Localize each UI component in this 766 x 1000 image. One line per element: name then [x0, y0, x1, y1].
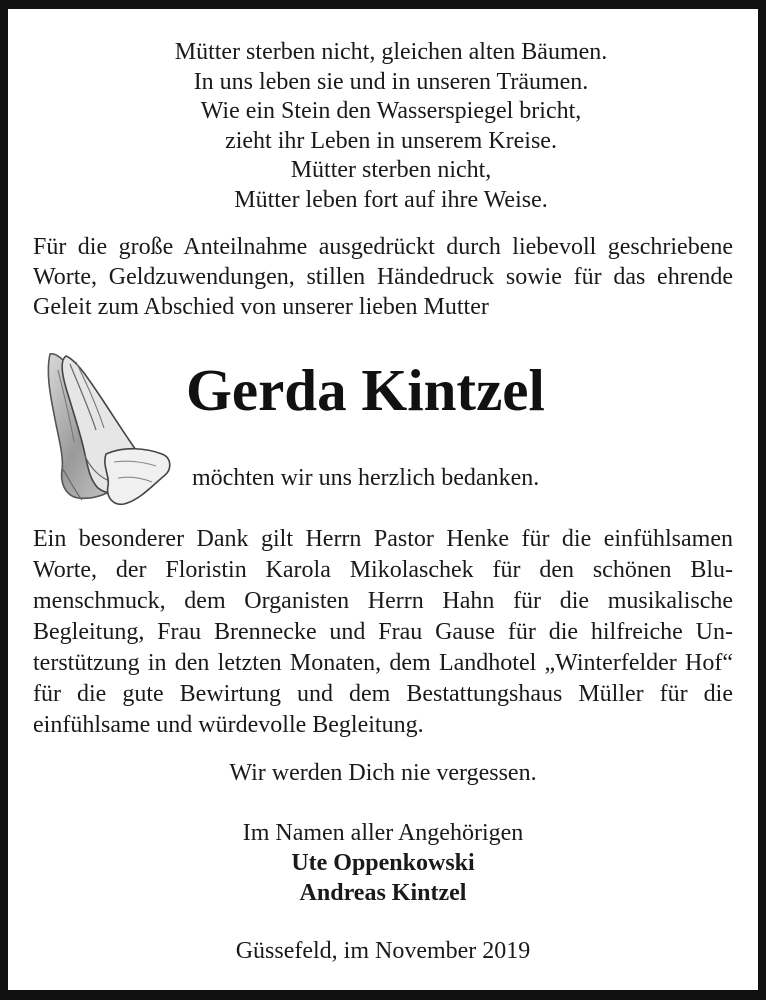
place-date: Güssefeld, im November 2019 [235, 938, 531, 964]
poem [8, 38, 766, 215]
poem-line: In uns leben sie und in unseren Träumen. [193, 68, 589, 95]
thanks-line: möchten wir uns herzlich bedanken. [192, 465, 540, 491]
farewell-line: Wir werden Dich nie vergessen. [229, 760, 537, 786]
signature-name: Ute Oppenkowski [291, 850, 475, 876]
signature-name: Andreas Kintzel [299, 880, 467, 906]
intro-paragraph: Für die große Anteilnahme ausgedrückt durch liebevoll geschriebene Worte, Geldzuwendungen, stillen Händedruck sowie für das ehrende Geleit zum Abschied von unserer lieben Mutter [33, 234, 733, 320]
special-thanks-paragraph: Ein besonderer Dank gilt Herrn Pastor Henke für die einfühlsamen Worte, der Floristin Karola Mikolaschek für den schönen Blumenschmuck, dem Organisten Herrn Hahn für die musikalische Begleitung, Frau Brennecke und Frau Gause für die hilfreiche Unterstützung in den letzten Monaten, dem Landhotel „Winterfelder Hof“ für die gute Bewirtung und dem Bestattungshaus Müller für die einfühlsame und würdevolle Begleitung. [33, 526, 733, 738]
poem-line: Mütter sterben nicht, gleichen alten Bäumen. [174, 39, 608, 65]
poem-line: Mütter leben fort auf ihre Weise. [234, 186, 548, 213]
poem-line: zieht ihr Leben in unserem Kreise. [225, 127, 557, 154]
signature-intro: Im Namen aller Angehörigen [242, 820, 524, 846]
poem-line: Wie ein Stein den Wasserspiegel bricht, [200, 98, 582, 124]
poem-line: Mütter sterben nicht, [290, 157, 492, 183]
praying-hands-icon [44, 350, 174, 508]
deceased-name: Gerda Kintzel [186, 357, 545, 423]
